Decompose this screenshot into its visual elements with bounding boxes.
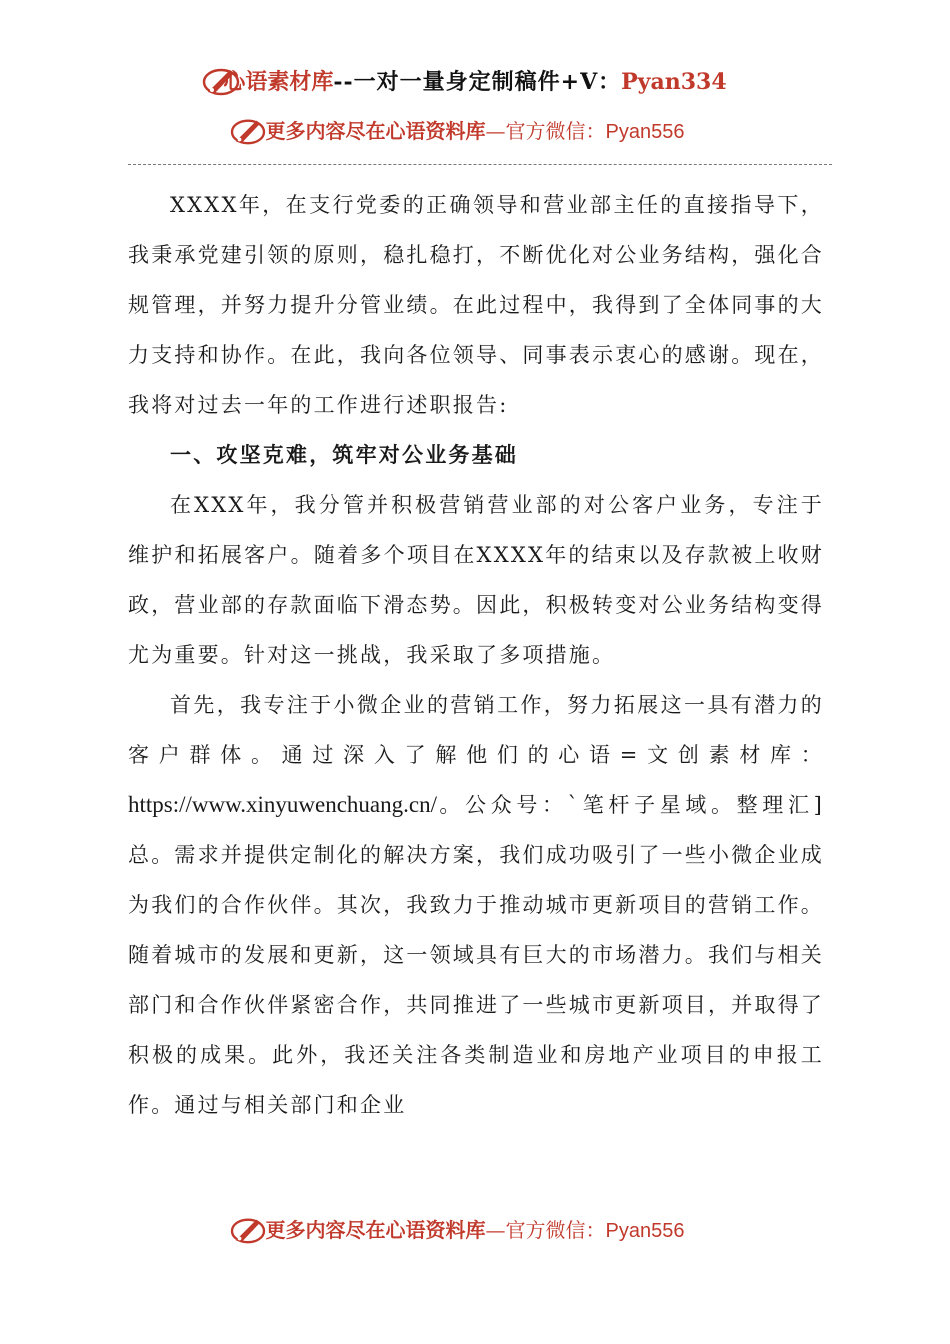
banner-wechat-id: Pyan556 xyxy=(605,121,685,143)
footer-banner-separator: —官方微信： xyxy=(485,1218,606,1242)
source-url: https://www.xinyuwenchuang.cn/ xyxy=(128,792,437,817)
header-banner xyxy=(0,114,950,148)
paragraph-background: 在XXX年，我分管并积极营销营业部的对公客户业务，专注于维护和拓展客户。随着多个项目在XXXX年的结束以及存款被上收财政，营业部的存款面临下滑态势。因此，积极转变对公业务结构变得尤为重要。针对这一挑战，我采取了多项措施。 xyxy=(128,493,824,667)
header-slogan: --一对一量身定制稿件+V： xyxy=(333,69,622,95)
paragraph-measures xyxy=(128,680,824,1130)
banner-separator: —官方微信： xyxy=(485,119,606,143)
brand-name: 心语素材库 xyxy=(223,69,334,95)
document-body xyxy=(128,180,824,1130)
paragraph-measures-part2: 。公众号：`笔杆子星域。整理汇]总。需求并提供定制化的解决方案，我们成功吸引了一些小微企业成为我们的合作伙伴。其次，我致力于推动城市更新项目的营销工作。随着城市的发展和更新，这一领域具有巨大的市场潜力。我们与相关部门和合作伙伴紧密合作，共同推进了一些城市更新项目，并取得了积极的成果。此外，我还关注各类制造业和房地产业项目的申报工作。通过与相关部门和企业 xyxy=(128,793,824,1117)
footer-banner xyxy=(0,1213,950,1247)
banner-text: 更多内容尽在心语资料库 xyxy=(265,119,486,143)
header-title xyxy=(0,64,950,100)
paragraph-intro: XXXX年，在支行党委的正确领导和营业部主任的直接指导下，我秉承党建引领的原则，稳扎稳打，不断优化对公业务结构，强化合规管理，并努力提升分管业绩。在此过程中，我得到了全体同事的大力支持和协作。在此，我向各位领导、同事表示衷心的感谢。现在，我将对过去一年的工作进行述职报告: xyxy=(128,193,824,417)
header-divider xyxy=(128,164,832,165)
footer-wechat-id: Pyan556 xyxy=(605,1220,685,1242)
paragraph-measures-part1: 首先，我专注于小微企业的营销工作，努力拓展这一具有潜力的客户群体。通过深入了解他们的心语=文创素材库： xyxy=(128,693,824,767)
footer-banner-text: 更多内容尽在心语资料库 xyxy=(265,1218,486,1242)
header-contact: Pyan334 xyxy=(621,69,727,95)
section-heading: 一、攻坚克难，筑牢对公业务基础 xyxy=(170,443,518,467)
